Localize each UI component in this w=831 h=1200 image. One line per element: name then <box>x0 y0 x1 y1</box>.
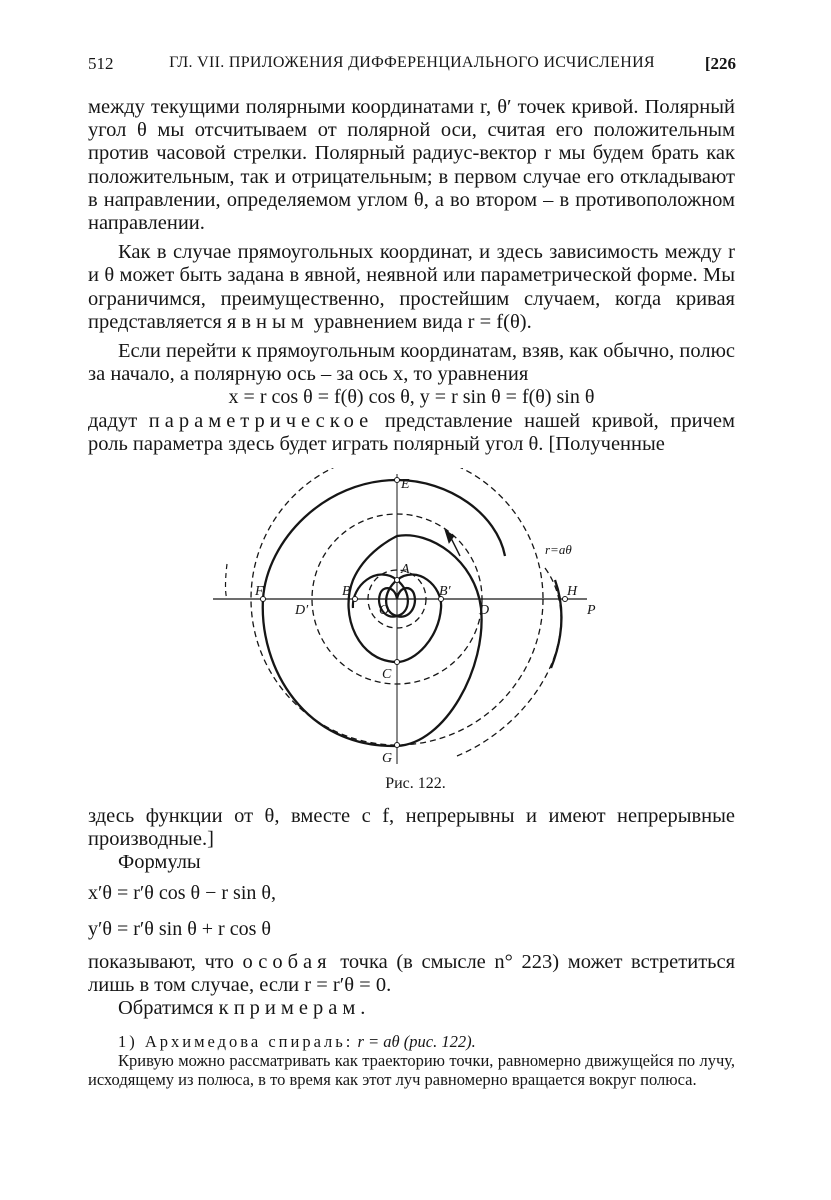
formula-x-derivative: x′θ = r′θ cos θ − r sin θ, <box>88 881 276 904</box>
paragraph-5: здесь функции от θ, вместе с f, непрерывны и имеют непрерывные производные.] <box>88 805 735 851</box>
point-A-marker <box>395 578 400 583</box>
p4-emph: параметрическое <box>148 409 374 432</box>
p2-text: Как в случае прямоугольных координат, и здесь зависимость между r и θ может быть задана в явной, неявной или параметрической форме. Мы ограничимся, преимущественно, простейшим случаем, когда кривая представляется <box>88 241 735 333</box>
paragraph-6: Формулы <box>118 851 201 874</box>
label-Bprime: B′ <box>439 584 451 599</box>
p7-start: показывают, что <box>88 950 234 973</box>
paragraph-8 <box>88 997 735 1020</box>
formula-y-derivative: y′θ = r′θ sin θ + r cos θ <box>88 917 271 940</box>
label-O: O <box>379 603 390 618</box>
figure-archimedes-spiral <box>205 468 605 778</box>
label-F: F <box>255 584 264 599</box>
spiral-outer-solid <box>551 580 561 668</box>
paragraph-1: между текущими полярными координатами r, θ′ точек кривой. Полярный угол θ мы отсчитываем от полярной оси, считая его положительным против часовой стрелки. Полярный радиус-вектор r мы будем брать как положительным, так и отрицательным; в первом случае его откладывают в направлении, определяемом углом θ, а во втором – в противоположном направлении. <box>88 96 735 235</box>
label-A: A <box>401 562 410 577</box>
p4-start: дадут <box>88 409 138 432</box>
p2-end: уравнением вида r = f(θ). <box>313 310 532 333</box>
point-C-marker <box>395 660 400 665</box>
main-text <box>88 96 735 456</box>
main-text-continued <box>88 805 735 1089</box>
spiral-diagram <box>205 468 605 778</box>
p9-title: 1) Архимедова спираль: <box>118 1032 354 1052</box>
spiral-outer-dashed <box>457 568 561 756</box>
page-number: 512 <box>88 54 114 73</box>
point-E-marker <box>395 478 400 483</box>
label-Dprime: D′ <box>295 603 309 618</box>
label-G: G <box>382 751 393 766</box>
p2-emph: явным <box>226 310 309 333</box>
paragraph-7 <box>88 951 735 997</box>
figure-caption: Рис. 122. <box>385 775 446 792</box>
paragraph-4 <box>88 410 735 456</box>
paragraph-2 <box>88 241 735 334</box>
chapter-title: ГЛ. VII. ПРИЛОЖЕНИЯ ДИФФЕРЕНЦИАЛЬНОГО ИСЧИСЛЕНИЯ <box>169 54 655 71</box>
label-C: C <box>382 667 392 682</box>
p4-end: представление нашей кривой, причем роль параметра здесь будет играть полярный угол θ. [Полученные <box>88 409 735 455</box>
curve-label: r=aθ <box>545 542 572 557</box>
paragraph-10: Кривую можно рассматривать как траекторию точки, равномерно движущейся по лучу, исходящему из полюса, в то время как этот луч равномерно вращается вокруг полюса. <box>88 1051 735 1090</box>
paragraph-3: Если перейти к прямоугольным координатам, взяв, как обычно, полюс за начало, а полярную ось – за ось x, то уравнения <box>88 340 735 386</box>
label-E: E <box>401 477 410 492</box>
label-D: D <box>479 603 490 618</box>
paragraph-9 <box>88 1032 735 1051</box>
left-dashed-tick <box>226 564 228 599</box>
p7-emph: особая <box>242 950 332 973</box>
point-G-marker <box>395 743 400 748</box>
formula-polar-to-cartesian: x = r cos θ = f(θ) cos θ, y = r sin θ = f(θ) sin θ <box>228 386 595 409</box>
label-B: B <box>342 584 351 599</box>
page-header <box>88 54 736 80</box>
point-B-marker <box>353 597 358 602</box>
label-H: H <box>567 584 578 599</box>
label-P: P <box>587 603 596 618</box>
p8-emph: примерам. <box>233 997 371 1020</box>
section-number: [226 <box>704 54 736 73</box>
p8-start: Обратимся к <box>118 997 229 1020</box>
p7-end: точка (в смысле n° 223) может встретиться лишь в том случае, если r = r′θ = 0. <box>88 950 736 996</box>
p9-eq: r = aθ (рис. 122). <box>357 1032 476 1052</box>
